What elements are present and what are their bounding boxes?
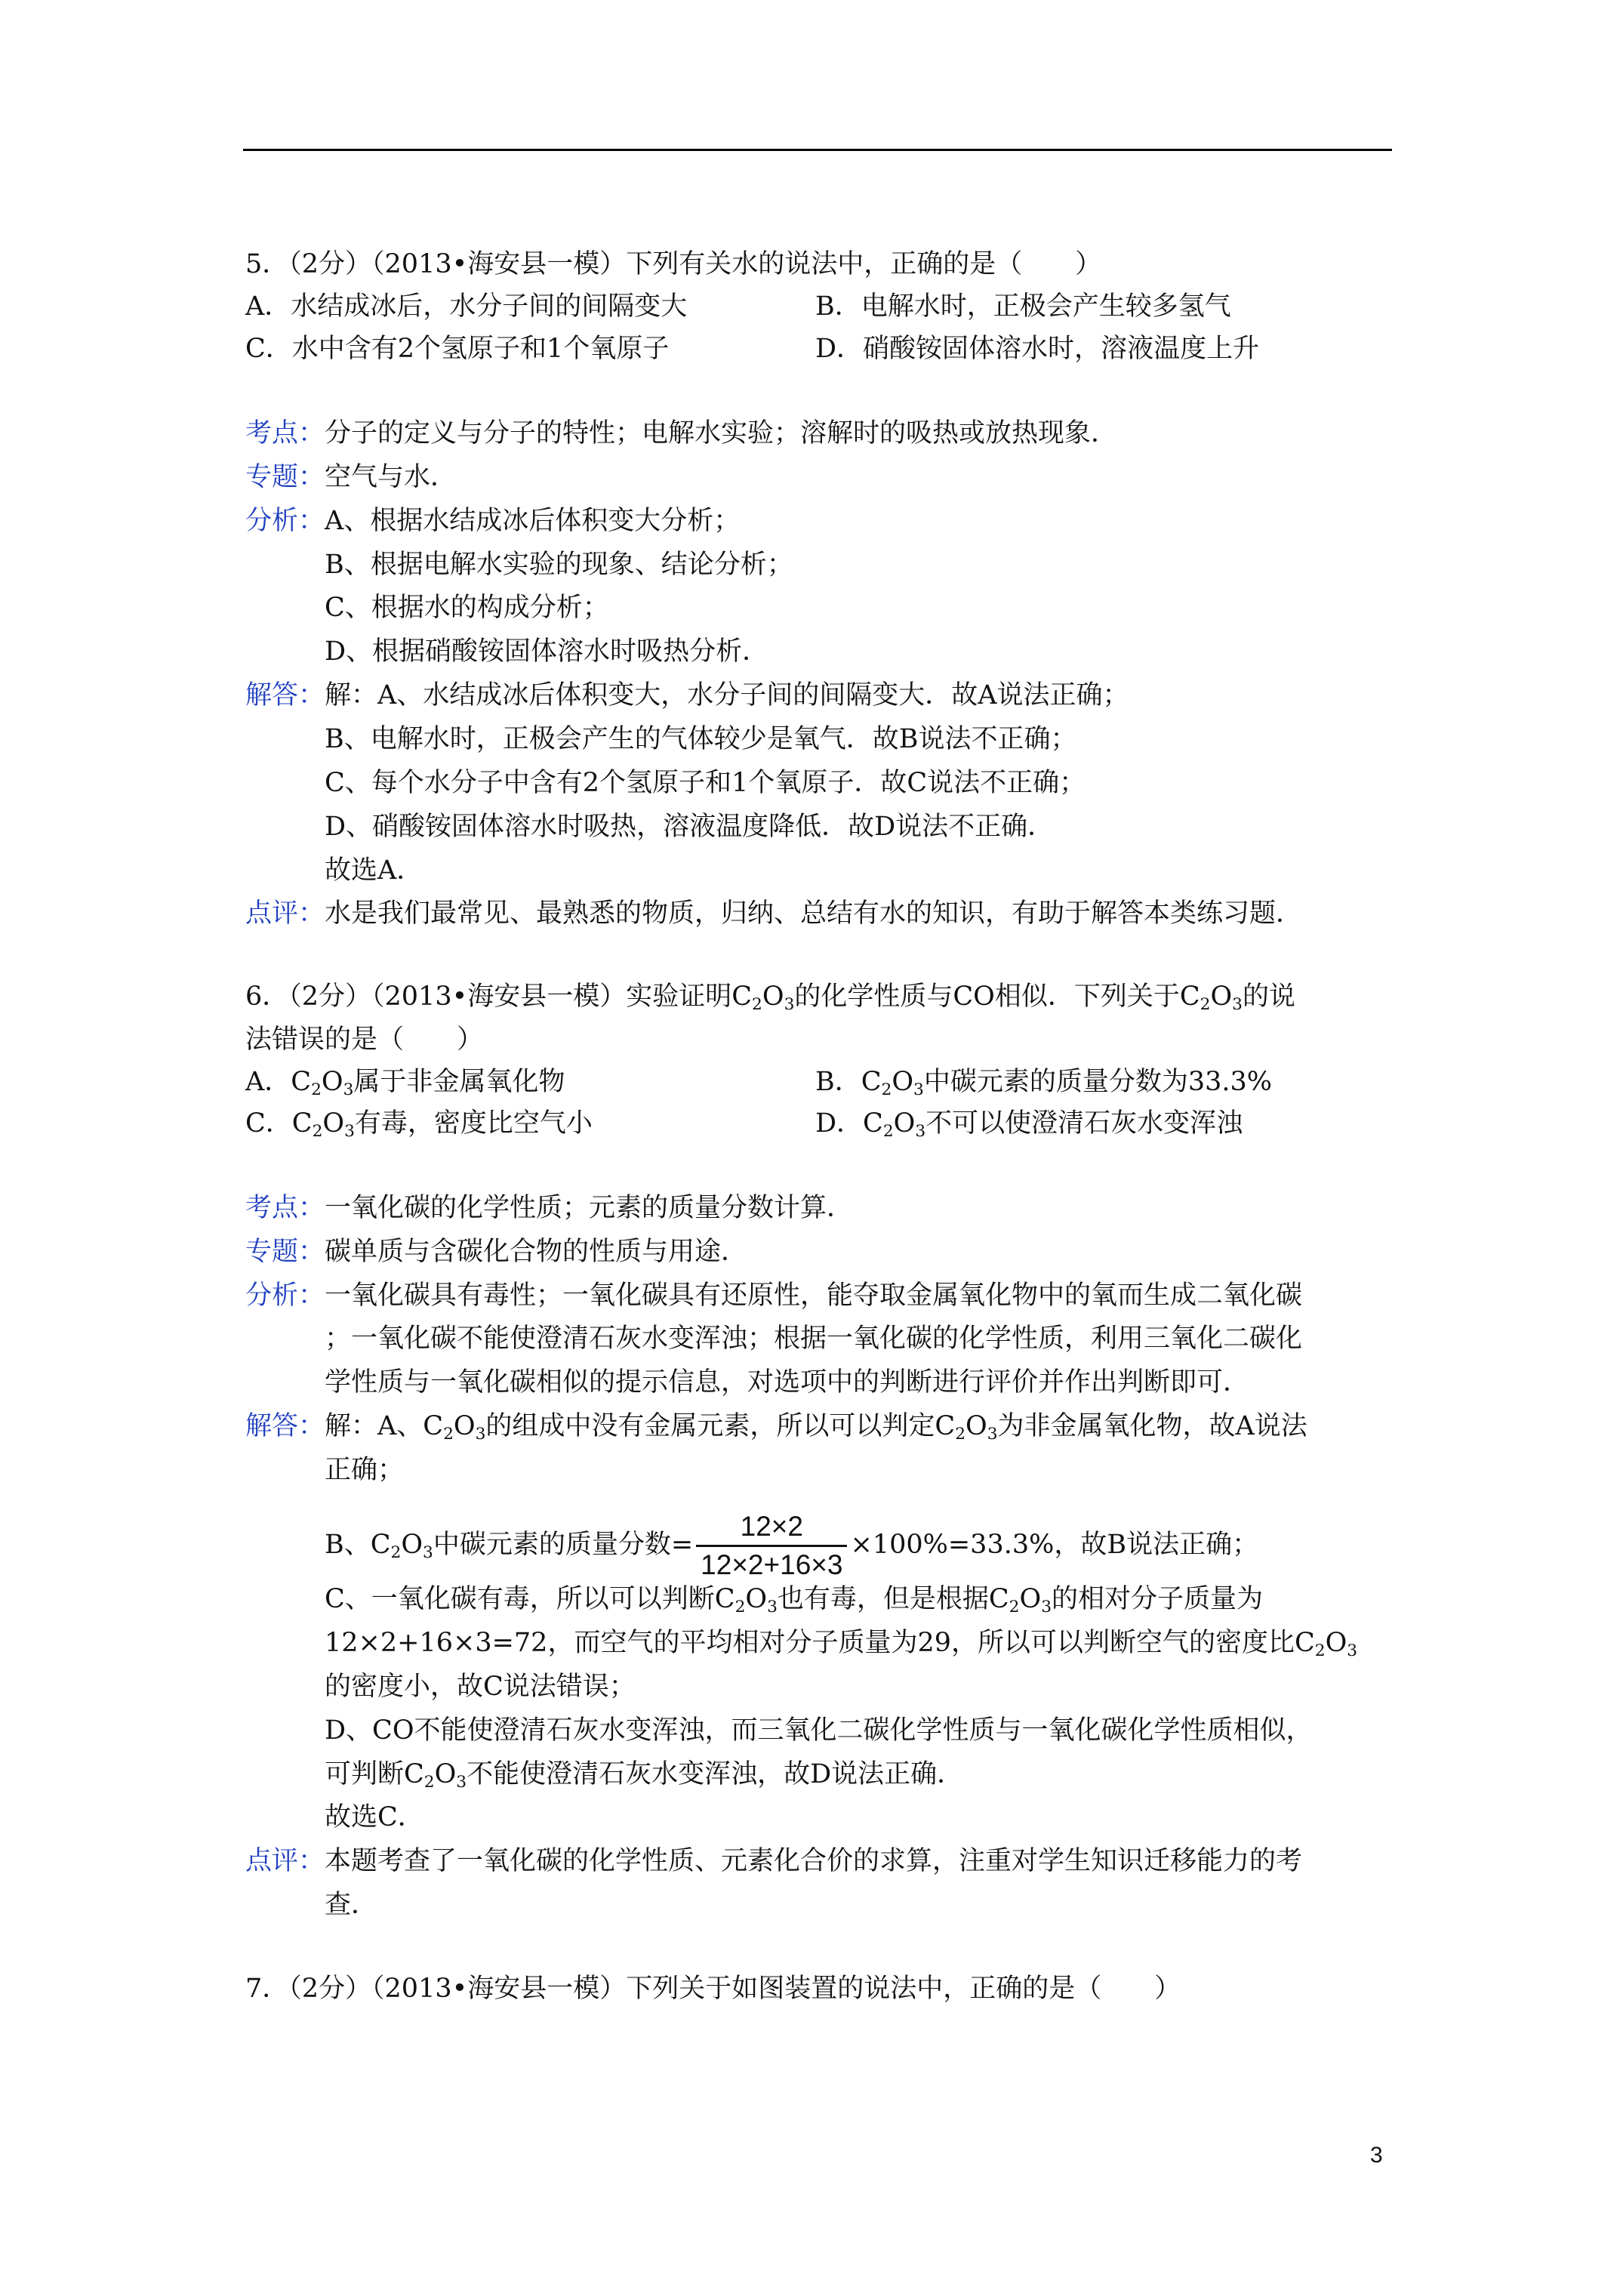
question-5-option-b: B．电解水时，正极会产生较多氢气 xyxy=(815,291,1231,322)
q6-jieda-label: 解答： xyxy=(245,1411,325,1441)
q6-fenxi-label: 分析： xyxy=(245,1281,325,1311)
q6-jieda-line-2: 正确； xyxy=(325,1455,405,1485)
q6-jieda-line-b: B、$C_2O_3$中碳元素的质量分数= $\frac{12\times 2}{12\times 2+16\times 3}$ ×100%=33.3%，故B说法正确； xyxy=(325,1509,1258,1583)
q6-fenxi-line-2: ；一氧化碳不能使澄清石灰水变浑浊；根据一氧化碳的化学性质，利用三氧化二碳化 xyxy=(325,1324,1303,1354)
q5-fenxi-label: 分析： xyxy=(245,506,325,536)
q6-jieda-line-c3: 的密度小，故C说法错误； xyxy=(325,1672,636,1702)
question-5-option-a: A．水结成冰后，水分子间的间隔变大 xyxy=(245,291,688,322)
question-6-option-c: C．$C_2O_3$有毒，密度比空气小 xyxy=(245,1108,593,1142)
q5-jieda-line-4: D、硝酸铵固体溶水时吸热，溶液温度降低．故D说法不正确． xyxy=(325,812,1055,842)
q5-kaodian-text: 分子的定义与分子的特性；电解水实验；溶解时的吸热或放热现象． xyxy=(325,418,1118,448)
q6-jieda-line-d2: 可判断$C_2O_3$不能使澄清石灰水变浑浊，故D说法正确． xyxy=(325,1759,964,1792)
q5-fenxi-line-1: A、根据水结成冰后体积变大分析； xyxy=(325,506,741,536)
q5-fenxi-line-2: B、根据电解水实验的现象、结论分析； xyxy=(325,550,793,580)
header-rule xyxy=(243,149,1392,151)
q6-fenxi-line-1: 一氧化碳具有毒性；一氧化碳具有还原性，能夺取金属氧化物中的氧而生成二氧化碳 xyxy=(325,1281,1303,1311)
question-7-stem: 7．（2分）（2013•海安县一模）下列关于如图装置的说法中，正确的是（ ） xyxy=(245,1974,1181,2004)
q6-jieda-line-c: C、一氧化碳有毒，所以可以判断$C_2O_3$也有毒，但是根据$C_2O_3$的相对分子质量为 xyxy=(325,1584,1264,1617)
fraction-numerator: 12×2 xyxy=(696,1509,847,1547)
mass-fraction-formula xyxy=(696,1509,847,1583)
q5-zhuanti-text: 空气与水． xyxy=(325,462,457,492)
q5-jieda-label: 解答： xyxy=(245,680,325,710)
q5-jieda-line-3: C、每个水分子中含有2个氢原子和1个氧原子．故C说法不正确； xyxy=(325,768,1086,798)
q6-fenxi-line-3: 学性质与一氧化碳相似的提示信息，对选项中的判断进行评价并作出判断即可． xyxy=(325,1367,1250,1398)
question-6-option-d: D．$C_2O_3$不可以使澄清石灰水变浑浊 xyxy=(815,1108,1243,1142)
q5-dianping-label: 点评： xyxy=(245,898,325,929)
q6-dianping-line-2: 查． xyxy=(325,1890,378,1920)
q6-zhuanti-label: 专题： xyxy=(245,1237,325,1267)
question-5-option-d: D．硝酸铵固体溶水时，溶液温度上升 xyxy=(815,334,1260,364)
q6-dianping-label: 点评： xyxy=(245,1846,325,1876)
question-6-stem-line-1: 6．（2分）（2013•海安县一模）实验证明$C_2O_3$的化学性质与CO相似．下列关于$C_2O_3$的说 xyxy=(245,982,1295,1015)
q6-jieda-line-c2: 12×2+16×3=72，而空气的平均相对分子质量为29，所以可以判断空气的密度比$C_2O_3$ xyxy=(325,1628,1358,1661)
question-6-option-b: B．$C_2O_3$中碳元素的质量分数为33.3% xyxy=(815,1067,1273,1100)
question-5-option-c: C．水中含有2个氢原子和1个氧原子 xyxy=(245,334,670,364)
q5-jieda-line-2: B、电解水时，正极会产生的气体较少是氧气．故B说法不正确； xyxy=(325,724,1077,754)
question-6-stem-line-2: 法错误的是（ ） xyxy=(245,1025,484,1055)
q5-jieda-line-5: 故选A． xyxy=(325,855,423,886)
question-6-option-a: A．$C_2O_3$属于非金属氧化物 xyxy=(245,1067,565,1100)
fraction-denominator: 12×2+16×3 xyxy=(701,1549,843,1580)
q5-jieda-line-1: 解：A、水结成冰后体积变大，水分子间的间隔变大．故A说法正确； xyxy=(325,680,1129,710)
q5-kaodian-label: 考点： xyxy=(245,418,325,448)
question-5-stem: 5．（2分）（2013•海安县一模）下列有关水的说法中，正确的是（ ） xyxy=(245,249,1102,279)
q5-zhuanti-label: 专题： xyxy=(245,462,325,492)
q6-jieda-line-1: 解：A、$C_2O_3$的组成中没有金属元素，所以可以判定$C_2O_3$为非金属氧化物，故A说法 xyxy=(325,1411,1307,1444)
q6-jieda-line-d: D、CO不能使澄清石灰水变浑浊，而三氧化二碳化学性质与一氧化碳化学性质相似， xyxy=(325,1715,1313,1746)
q6-kaodian-label: 考点： xyxy=(245,1193,325,1223)
q6-dianping-line-1: 本题考查了一氧化碳的化学性质、元素化合价的求算，注重对学生知识迁移能力的考 xyxy=(325,1846,1303,1876)
q6-zhuanti-text: 碳单质与含碳化合物的性质与用途． xyxy=(325,1237,748,1267)
q5-fenxi-line-4: D、根据硝酸铵固体溶水时吸热分析． xyxy=(325,636,769,667)
q5-fenxi-line-3: C、根据水的构成分析； xyxy=(325,593,609,623)
q6-jieda-line-end: 故选C． xyxy=(325,1802,424,1832)
q5-dianping-text: 水是我们最常见、最熟悉的物质，归纳、总结有水的知识，有助于解答本类练习题． xyxy=(325,898,1303,929)
page-number: 3 xyxy=(1370,2143,1383,2168)
q6-kaodian-text: 一氧化碳的化学性质；元素的质量分数计算． xyxy=(325,1193,854,1223)
